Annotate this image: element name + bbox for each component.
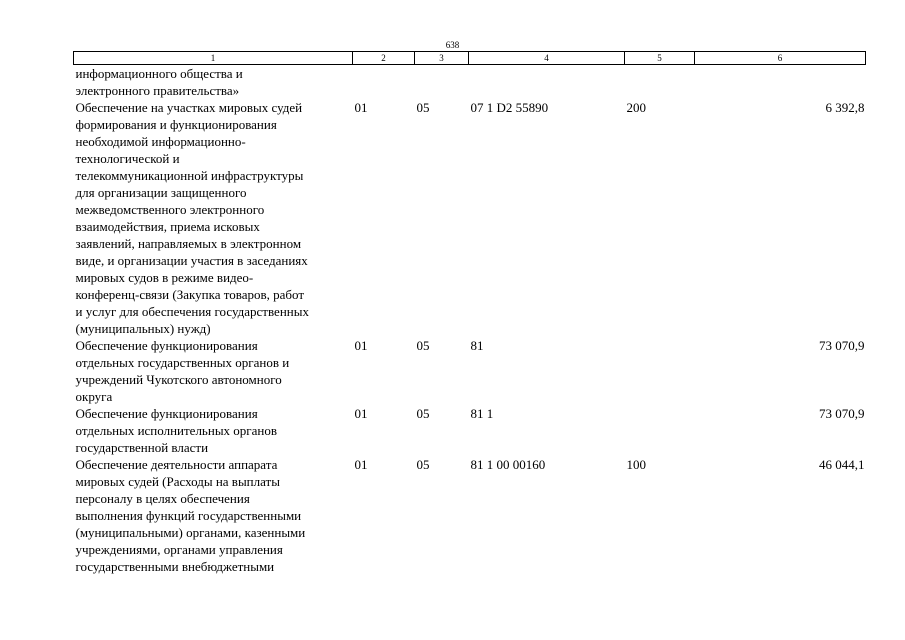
row-name-cell: Обеспечение на участках мировых судей формирования и функционирования необходимой информационно- технологической и телекоммуникационной инфраструктуры для организации защищенного межведомственного электронного взаимодействия, приема исковых заявлений, направляемых в электронном виде, и организации участия в заседаниях мировых судов в режиме видео- конференц-связи (Закупка товаров, работ и услуг для обеспечения государственных (муниципальных) нужд) [75, 100, 309, 336]
table-row [74, 65, 866, 100]
subsection-code-cell: 05 [416, 100, 430, 115]
expense-type-cell [625, 65, 695, 100]
table-row [74, 99, 866, 337]
target-article-cell: 81 [470, 338, 484, 353]
budget-table [73, 51, 866, 575]
row-name-cell: Обеспечение функционирования отдельных государственных органов и учреждений Чукотского автономного округа [75, 338, 290, 404]
row-name-cell: Обеспечение деятельности аппарата мировых судей (Расходы на выплаты персоналу в целях обеспечения выполнения функций государственными (муниципальными) органами, казенными учреждениями, органами управления государственными внебюджетными [75, 457, 306, 574]
row-name-cell: Обеспечение функционирования отдельных исполнительных органов государственной власти [75, 406, 277, 455]
column-header-row [74, 52, 866, 65]
page-number: 638 [445, 40, 460, 50]
section-code-cell: 01 [354, 338, 368, 353]
row-name-cell: информационного общества и электронного правительства» [75, 66, 243, 98]
target-article-cell: 81 1 00 00160 [470, 457, 546, 472]
section-code-cell: 01 [354, 406, 368, 421]
target-article-cell: 07 1 D2 55890 [470, 100, 549, 115]
column-header-4: 4 [469, 52, 625, 65]
column-header-3: 3 [415, 52, 469, 65]
section-code-cell [353, 65, 415, 100]
target-article-cell: 81 1 [470, 406, 494, 421]
column-header-5: 5 [625, 52, 695, 65]
amount-cell: 46 044,1 [819, 457, 865, 472]
amount-cell [695, 65, 866, 100]
table-row [74, 337, 866, 405]
column-header-2: 2 [353, 52, 415, 65]
section-code-cell: 01 [354, 457, 368, 472]
expense-type-cell: 100 [626, 457, 646, 472]
target-article-cell [469, 65, 625, 100]
subsection-code-cell: 05 [416, 338, 430, 353]
table-row [74, 405, 866, 456]
column-header-1: 1 [74, 52, 353, 65]
table-row [74, 456, 866, 575]
amount-cell: 6 392,8 [825, 100, 865, 115]
section-code-cell: 01 [354, 100, 368, 115]
expense-type-cell [625, 405, 695, 456]
subsection-code-cell: 05 [416, 406, 430, 421]
expense-type-cell [625, 337, 695, 405]
subsection-code-cell: 05 [416, 457, 430, 472]
expense-type-cell: 200 [626, 100, 646, 115]
subsection-code-cell [415, 65, 469, 100]
column-header-6: 6 [695, 52, 866, 65]
amount-cell: 73 070,9 [819, 338, 865, 353]
amount-cell: 73 070,9 [819, 406, 865, 421]
